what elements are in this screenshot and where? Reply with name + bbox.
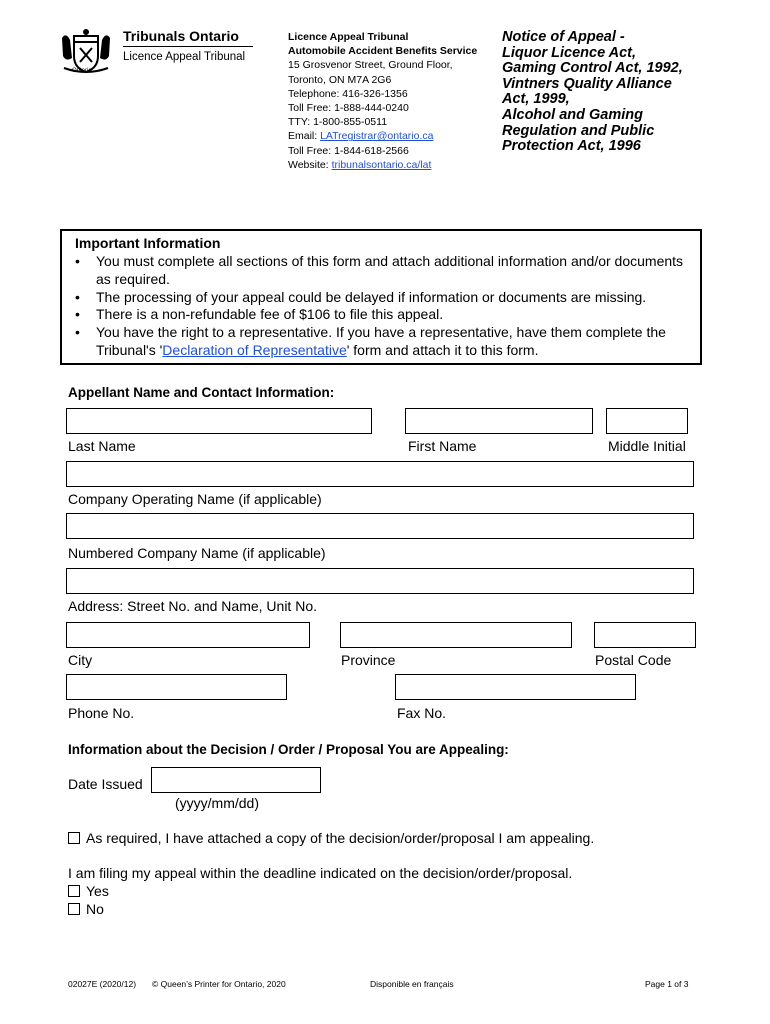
bullet: • xyxy=(75,324,80,341)
company-operating-name-input[interactable] xyxy=(66,461,694,487)
deadline-no-row[interactable] xyxy=(68,901,104,917)
last-name-label: Last Name xyxy=(68,438,136,454)
contact-email-row xyxy=(288,129,477,143)
city-input[interactable] xyxy=(66,622,310,648)
notice-line: Liquor Licence Act, xyxy=(502,44,637,61)
middle-initial-label: Middle Initial xyxy=(608,438,686,454)
contact-website-row xyxy=(288,158,477,172)
first-name-input[interactable] xyxy=(405,408,593,434)
phone-input[interactable] xyxy=(66,674,287,700)
notice-line: Gaming Control Act, 1992, xyxy=(502,60,683,77)
deadline-question: I am filing my appeal within the deadline indicated on the decision/order/proposal. xyxy=(68,865,573,881)
contact-tty: TTY: 1-800-855-0511 xyxy=(288,116,388,129)
important-info-list xyxy=(75,253,700,360)
postal-code-label: Postal Code xyxy=(595,652,672,668)
notice-line: Protection Act, 1996 xyxy=(502,138,641,155)
declaration-of-representative-link[interactable]: Declaration of Representative xyxy=(162,341,347,358)
brand-divider xyxy=(123,46,253,47)
notice-line: Notice of Appeal - xyxy=(502,29,625,45)
tribunal-contact-block xyxy=(288,30,477,172)
bullet: • xyxy=(75,253,80,269)
phone-label: Phone No. xyxy=(68,705,135,721)
deadline-no-label: No xyxy=(86,901,104,917)
brand-title: Tribunals Ontario xyxy=(123,28,239,44)
deadline-yes-label: Yes xyxy=(86,883,109,899)
email-label: Email: xyxy=(288,130,321,143)
notice-line: Regulation and Public xyxy=(502,122,655,139)
appellant-section-title: Appellant Name and Contact Information: xyxy=(68,385,335,400)
list-item: • You must complete all sections of this form and attach additional information and/or documents as required. xyxy=(75,253,684,287)
postal-code-input[interactable] xyxy=(594,622,696,648)
company-operating-name-label: Company Operating Name (if applicable) xyxy=(68,491,322,507)
attached-copy-checkbox[interactable] xyxy=(68,832,80,844)
bullet: • xyxy=(75,288,80,305)
deadline-yes-checkbox[interactable] xyxy=(68,885,80,897)
date-format-hint: (yyyy/mm/dd) xyxy=(175,795,259,811)
attached-copy-label: As required, I have attached a copy of the decision/order/proposal I am appealing. xyxy=(86,830,595,846)
contact-telephone: Telephone: 416-326-1356 xyxy=(288,87,408,100)
contact-tollfree: Toll Free: 1-888-444-0240 xyxy=(288,102,409,115)
attached-copy-row[interactable] xyxy=(68,830,594,846)
list-item: • There is a non-refundable fee of $106 to file this appeal. xyxy=(75,306,444,323)
fax-input[interactable] xyxy=(395,674,636,700)
date-issued-label: Date Issued xyxy=(68,776,143,792)
list-item: • You have the right to a representative. If you have a representative, have them complete the Tribunal's 'Declaration of Representative' form and attach it to this form. xyxy=(75,324,666,358)
notice-line: Alcohol and Gaming xyxy=(502,106,643,123)
last-name-input[interactable] xyxy=(66,408,372,434)
city-label: City xyxy=(68,652,93,668)
website-link[interactable]: tribunalsontario.ca/lat xyxy=(331,158,432,171)
address-input[interactable] xyxy=(66,568,694,594)
website-label: Website: xyxy=(288,158,332,171)
decision-section-title: Information about the Decision / Order / Proposal You are Appealing: xyxy=(68,742,509,757)
numbered-company-name-label: Numbered Company Name (if applicable) xyxy=(68,545,326,561)
contact-address-2: Toronto, ON M7A 2G6 xyxy=(288,73,392,86)
brand-subtitle: Licence Appeal Tribunal xyxy=(123,51,246,63)
page-number: Page 1 of 3 xyxy=(645,979,689,989)
first-name-label: First Name xyxy=(408,438,477,454)
date-issued-input[interactable] xyxy=(151,767,321,793)
contact-line-tribunal: Licence Appeal Tribunal xyxy=(288,31,409,43)
middle-initial-input[interactable] xyxy=(606,408,688,434)
list-item: • The processing of your appeal could be delayed if information or documents are missing. xyxy=(75,288,647,305)
notice-line: Vintners Quality Alliance xyxy=(502,75,672,92)
deadline-yes-row[interactable] xyxy=(68,883,109,899)
deadline-no-checkbox[interactable] xyxy=(68,903,80,915)
contact-line-service: Automobile Accident Benefits Service xyxy=(288,45,478,58)
copyright: © Queen’s Printer for Ontario, 2020 xyxy=(152,979,286,989)
province-label: Province xyxy=(341,652,396,668)
form-code: 02027E (2020/12) xyxy=(68,979,137,989)
crest-caption: Ontario xyxy=(72,68,92,74)
address-label: Address: Street No. and Name, Unit No. xyxy=(68,598,317,614)
bullet: • xyxy=(75,306,80,323)
notice-line: Act, 1999, xyxy=(502,91,570,108)
fax-label: Fax No. xyxy=(397,705,447,721)
french-availability: Disponible en français xyxy=(370,979,454,989)
contact-tollfree-2: Toll Free: 1-844-618-2566 xyxy=(288,144,409,157)
notice-title xyxy=(502,30,762,155)
numbered-company-name-input[interactable] xyxy=(66,513,694,539)
contact-address-1: 15 Grosvenor Street, Ground Floor, xyxy=(288,59,453,72)
province-input[interactable] xyxy=(340,622,572,648)
important-info-title: Important Information xyxy=(75,235,221,251)
email-link[interactable]: LATregistrar@ontario.ca xyxy=(320,130,434,143)
